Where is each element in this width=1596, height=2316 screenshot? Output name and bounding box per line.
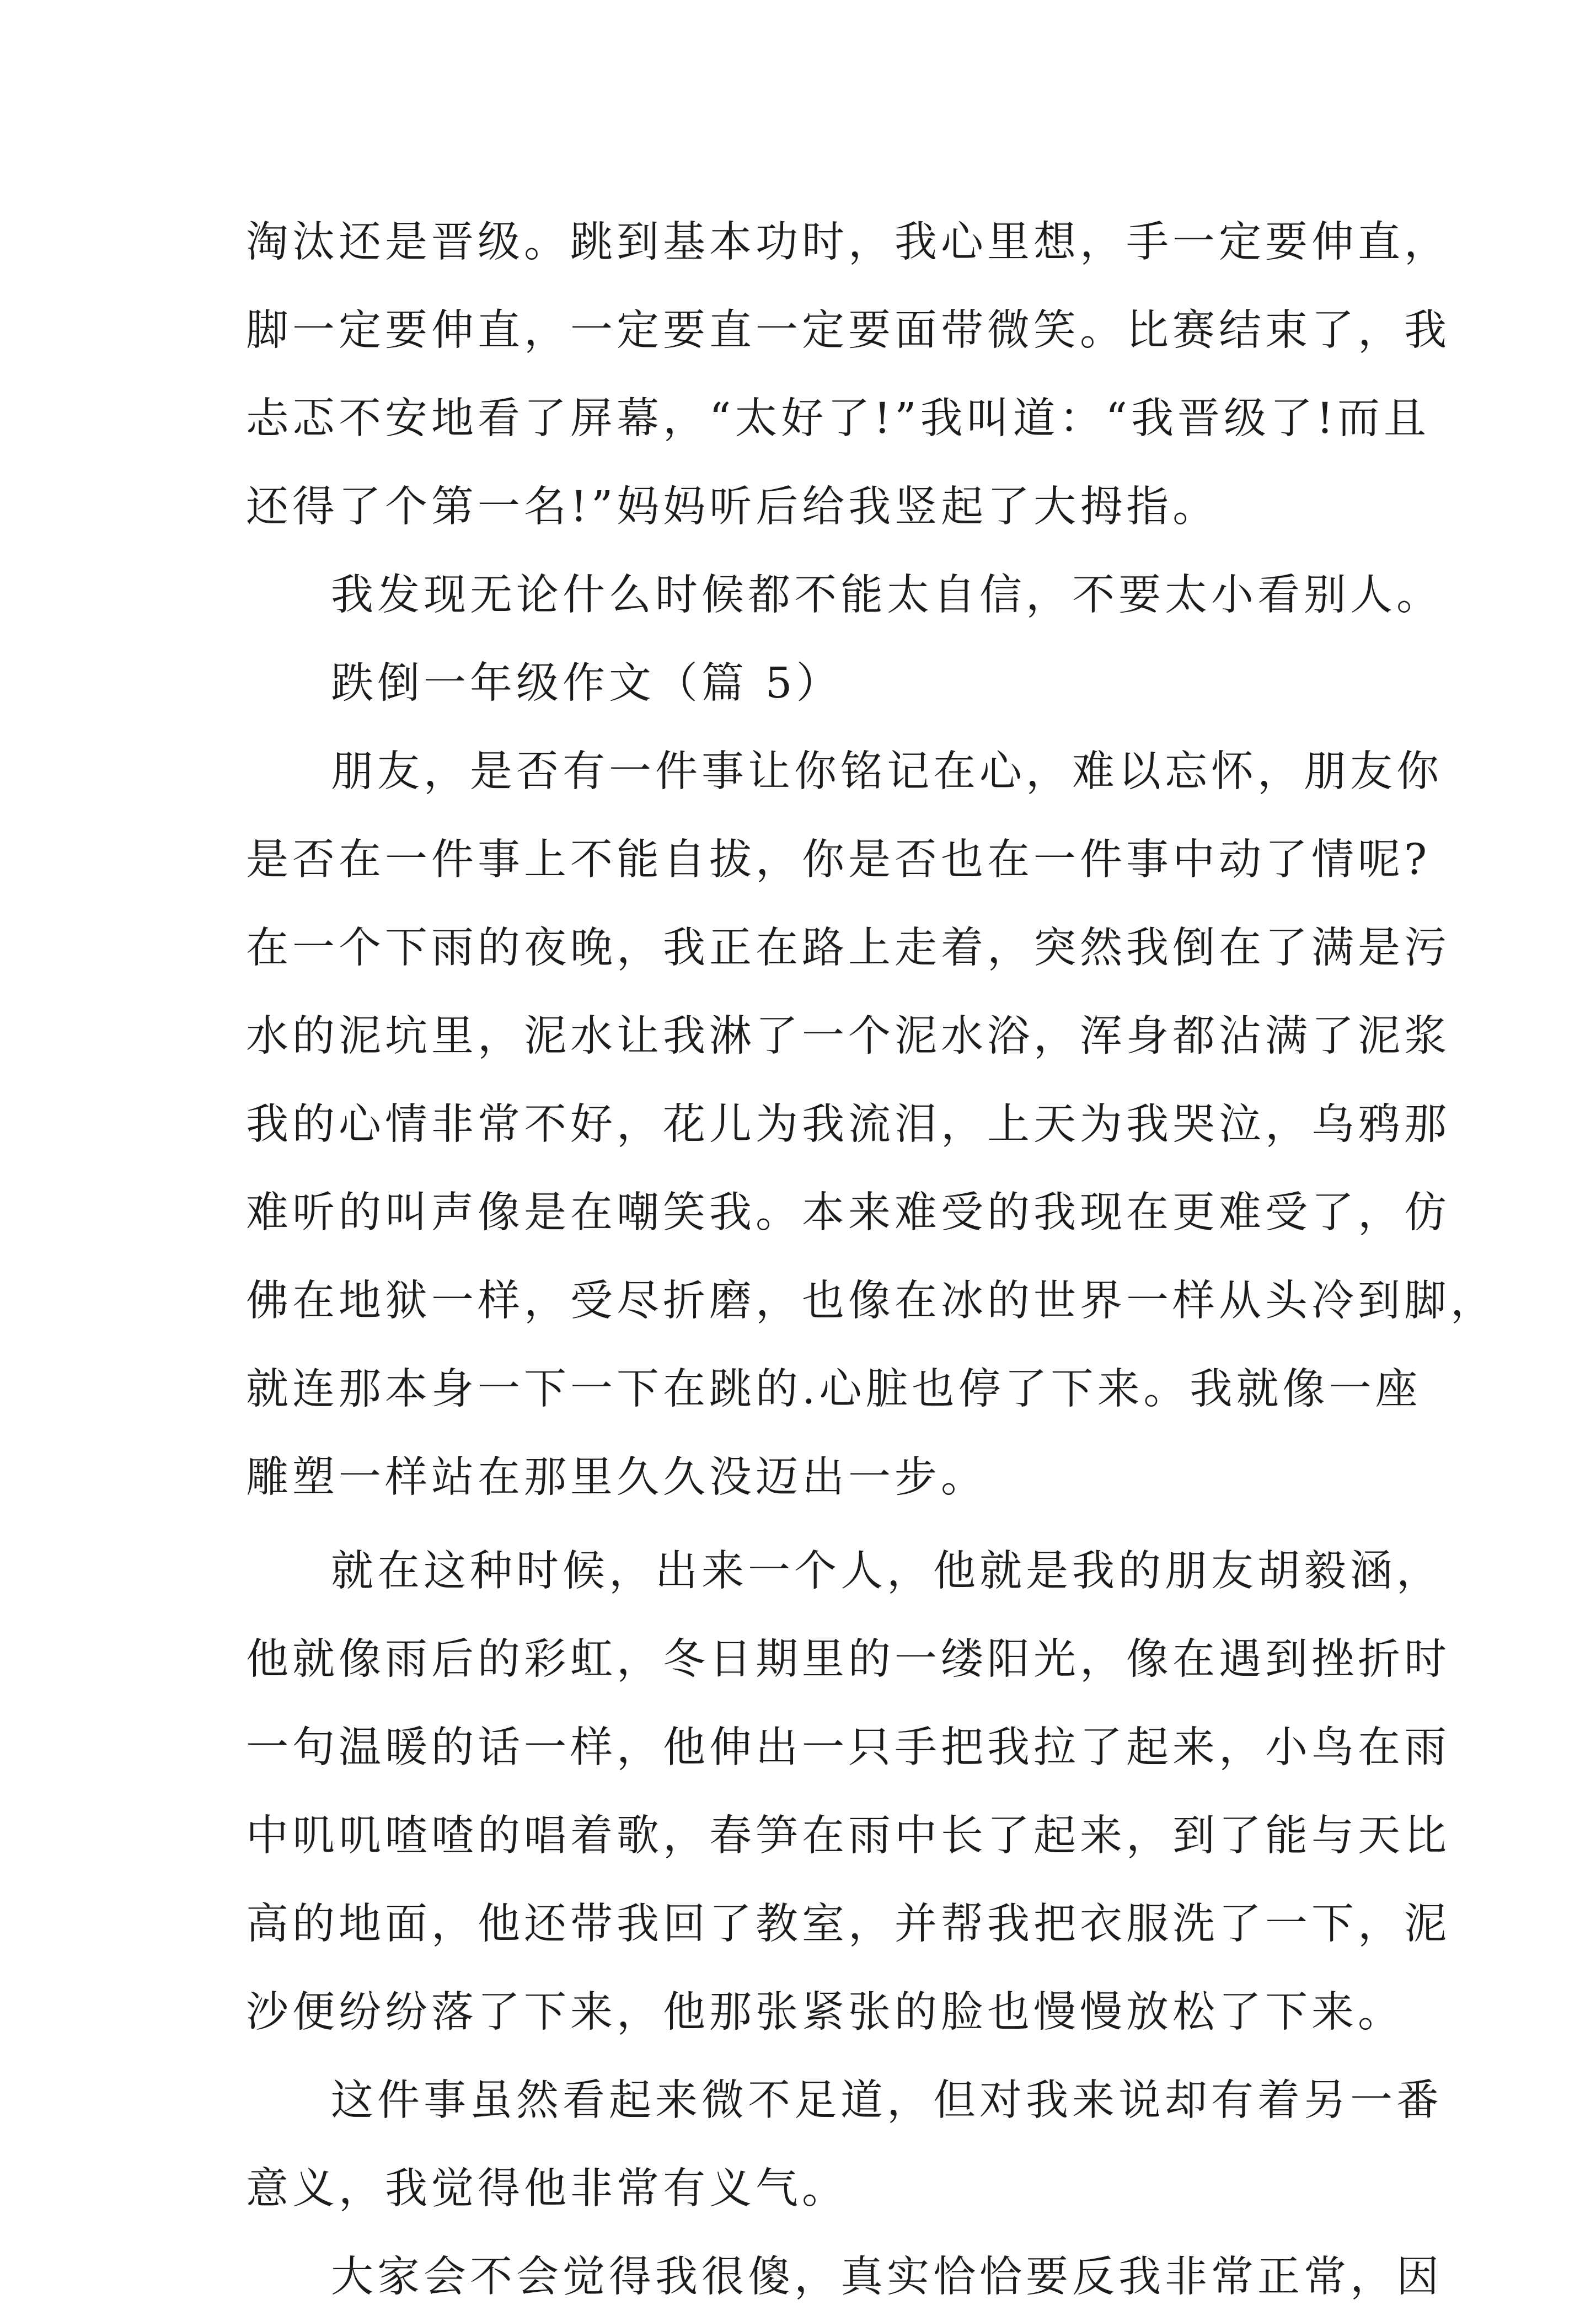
text-line: 意义，我觉得他非常有义气。 [246,2164,848,2213]
text-line: 就连那本身一下一下在跳的.心脏也停了下来。我就像一座 [246,1365,1422,1414]
paragraph-first-line: 大家会不会觉得我很傻，真实恰恰要反我非常正常，因 [331,2253,1443,2302]
text-line: 还得了个第一名!”妈妈听后给我竖起了大拇指。 [246,482,1219,532]
paragraph-first-line: 就在这种时候，出来一个人，他就是我的朋友胡毅涵， [331,1547,1443,1596]
text-line: 我的心情非常不好，花儿为我流泪，上天为我哭泣，乌鸦那 [246,1100,1450,1149]
text-line: 中叽叽喳喳的唱着歌，春笋在雨中长了起来，到了能与天比 [246,1811,1450,1861]
text-line: 水的泥坑里，泥水让我淋了一个泥水浴，浑身都沾满了泥浆 [246,1012,1450,1061]
text-line: 忐忑不安地看了屏幕，“太好了!”我叫道：“我晋级了!而且 [246,394,1430,443]
text-line: 雕塑一样站在那里久久没迈出一步。 [246,1453,987,1502]
paragraph-first-line: 这件事虽然看起来微不足道，但对我来说却有着另一番 [331,2076,1443,2125]
section-heading: 跌倒一年级作文（篇 5） [331,659,843,708]
paragraph-first-line: 朋友，是否有一件事让你铭记在心，难以忘怀，朋友你 [331,747,1443,796]
text-line: 难听的叫声像是在嘲笑我。本来难受的我现在更难受了，仿 [246,1188,1450,1237]
text-line: 佛在地狱一样，受尽折磨，也像在冰的世界一样从头冷到脚， [246,1277,1497,1326]
text-line: 他就像雨后的彩虹，冬日期里的一缕阳光，像在遇到挫折时 [246,1635,1450,1684]
text-line: 是否在一件事上不能自拔，你是否也在一件事中动了情呢? [246,835,1431,884]
text-line: 淘汰还是晋级。跳到基本功时，我心里想，手一定要伸直， [246,218,1450,267]
text-line: 一句温暖的话一样，他伸出一只手把我拉了起来，小鸟在雨 [246,1723,1450,1772]
text-line: 脚一定要伸直，一定要直一定要面带微笑。比赛结束了，我 [246,306,1450,355]
text-line: 沙便纷纷落了下来，他那张紧张的脸也慢慢放松了下来。 [246,1988,1404,2037]
text-line: 高的地面，他还带我回了教室，并帮我把衣服洗了一下，泥 [246,1900,1450,1949]
text-line: 在一个下雨的夜晚，我正在路上走着，突然我倒在了满是污 [246,924,1450,973]
paragraph-first-line: 我发现无论什么时候都不能太自信，不要太小看别人。 [331,571,1443,620]
